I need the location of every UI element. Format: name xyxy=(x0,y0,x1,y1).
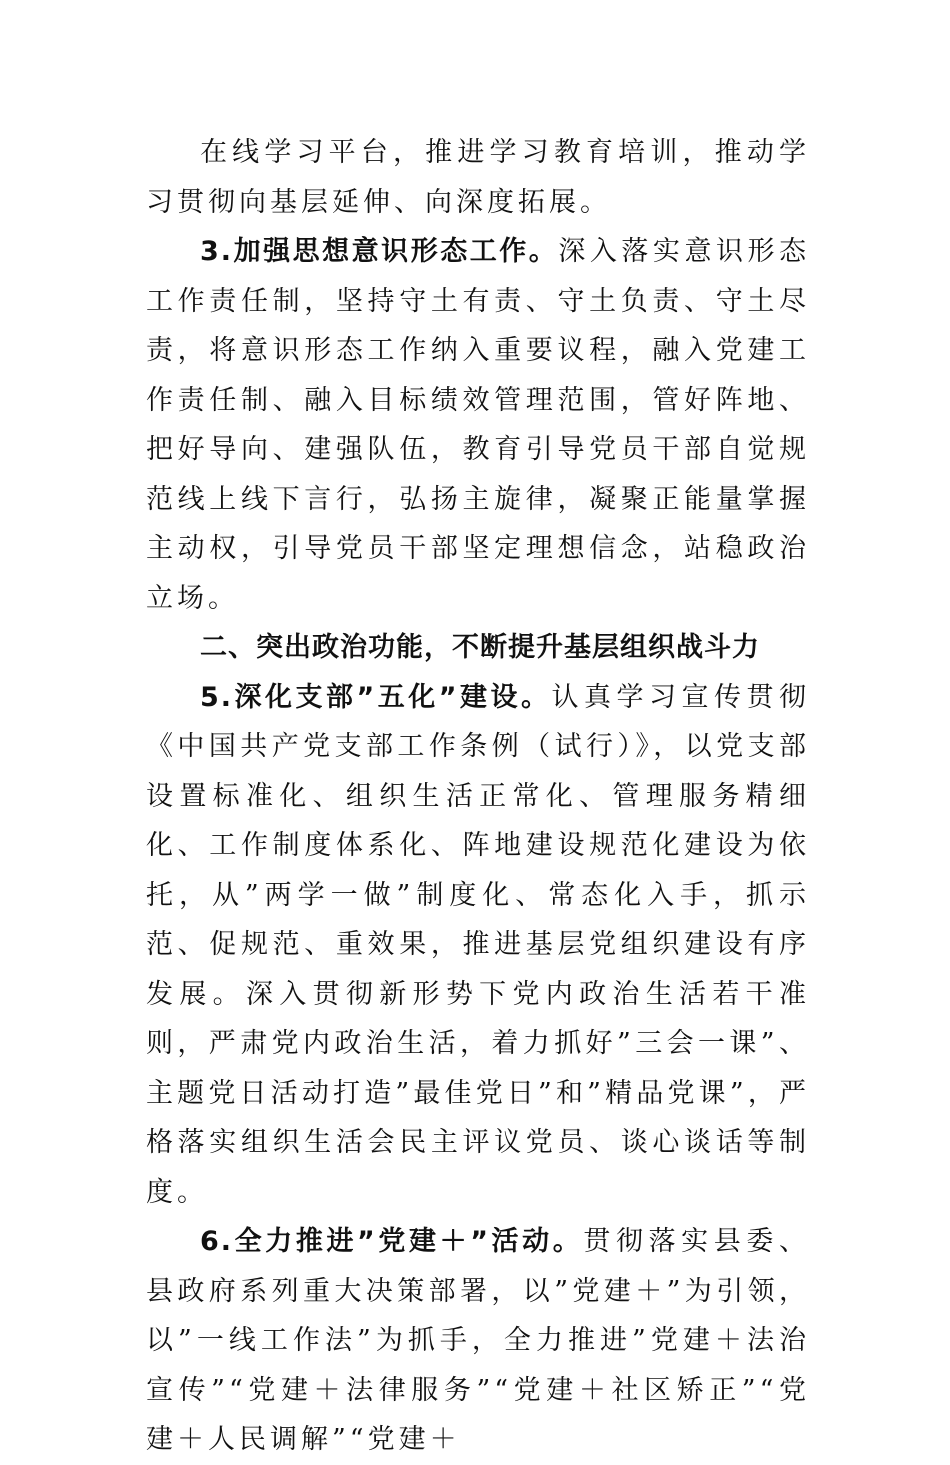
document-body xyxy=(146,128,810,1465)
paragraph-text: 认真学习宣传贯彻《中国共产党支部工作条例（试行）》，以党支部设置标准化、组织生活正常化、管理服务精细化、工作制度体系化、阵地建设规范化建设为依托，从”两学一做”制度化、常态化入手，抓示范、促规范、重效果，推进基层党组织建设有序发展。深入贯彻新形势下党内政治生活若干准则，严肃党内政治生活，着力抓好”三会一课”、主题党日活动打造”最佳党日”和”精品党课”，严格落实组织生活会民主评议党员、谈心谈话等制度。 xyxy=(146,681,810,1208)
paragraph-party-building-plus xyxy=(146,1217,810,1465)
paragraph-branch-five-modernization xyxy=(146,673,810,1218)
paragraph-text: 在线学习平台，推进学习教育培训，推动学习贯彻向基层延伸、向深度拓展。 xyxy=(146,137,810,218)
paragraph-continued-learning xyxy=(146,128,810,227)
paragraph-text: 贯彻落实县委、县政府系列重大决策部署，以”党建＋”为引领，以”一线工作法”为抓手，全力推进”党建＋法治宣传”“党建＋法律服务”“党建＋社区矫正”“党建＋人民调解”“党建＋ xyxy=(146,1226,810,1455)
paragraph-ideology-work xyxy=(146,227,810,623)
paragraph-lead-title: 3.加强思想意识形态工作。 xyxy=(200,236,559,267)
paragraph-text: 深入落实意识形态工作责任制，坚持守土有责、守土负责、守土尽责，将意识形态工作纳入重要议程，融入党建工作责任制、融入目标绩效管理范围，管好阵地、把好导向、建强队伍，教育引导党员干部自觉规范线上线下言行，弘扬主旋律，凝聚正能量掌握主动权，引导党员干部坚定理想信念，站稳政治立场。 xyxy=(146,236,811,614)
section-heading: 二、突出政治功能，不断提升基层组织战斗力 xyxy=(200,632,760,663)
paragraph-lead-title: 5.深化支部”五化”建设。 xyxy=(200,681,552,713)
paragraph-lead-title: 6.全力推进”党建＋”活动。 xyxy=(200,1226,584,1257)
